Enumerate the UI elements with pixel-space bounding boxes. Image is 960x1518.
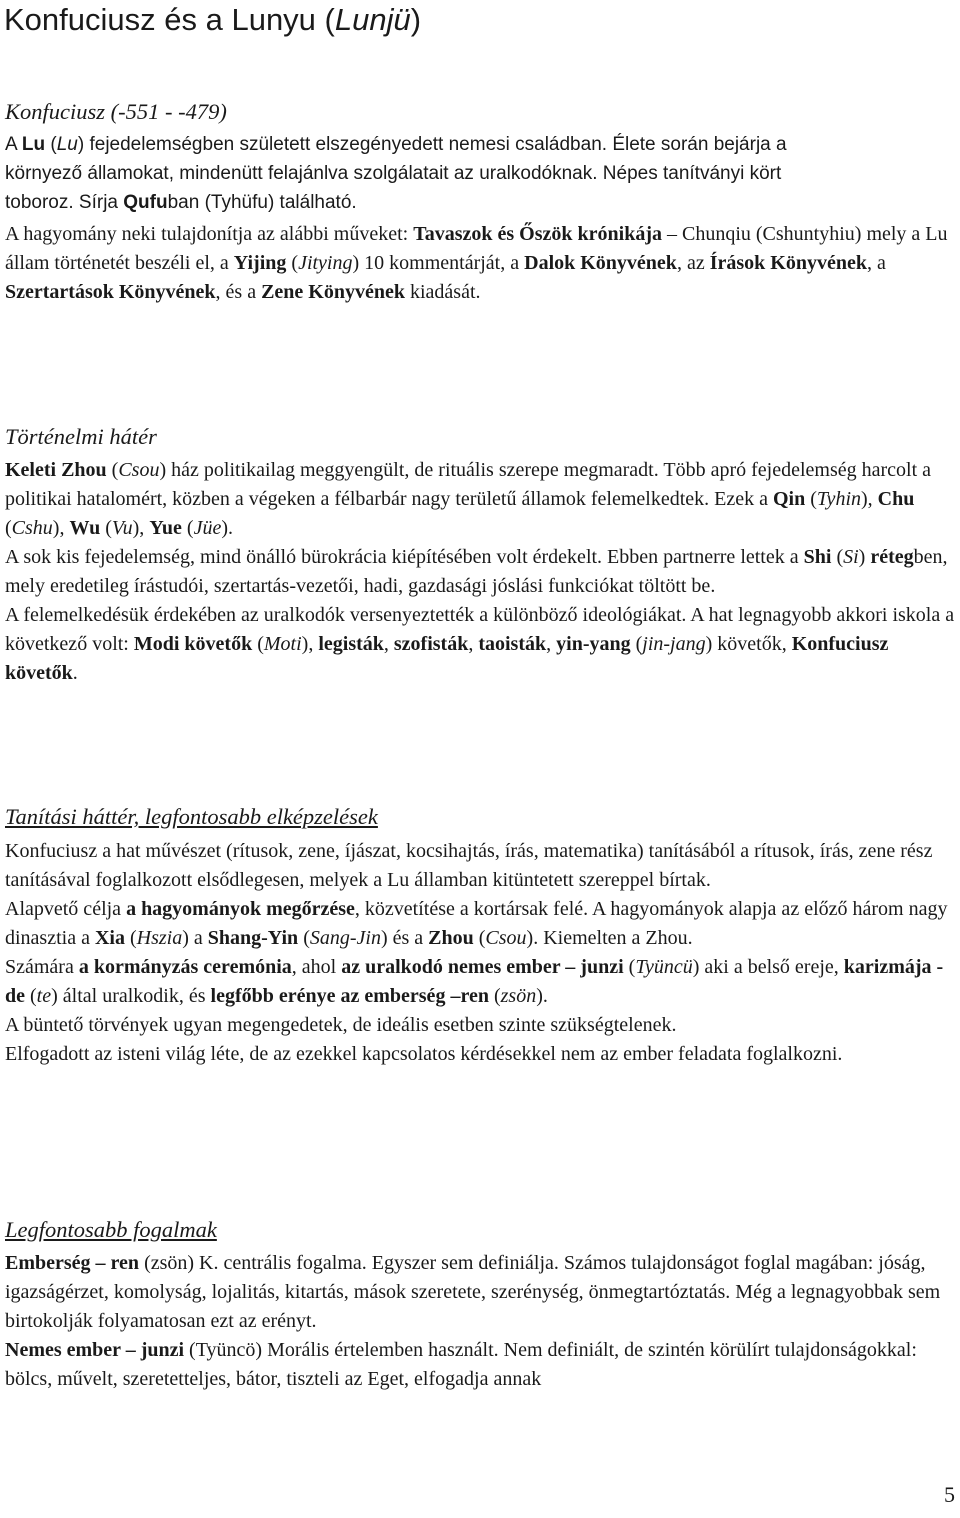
section-body [5, 837, 957, 1069]
paragraph-works: A hagyomány neki tulajdonítja az alábbi műveket: Tavaszok és Őszök krónikája – Chunqiu (Cshuntyhiu) mely a Lu állam történetét beszéli el, a Yijing (Jitying) 10 kommentárját, a Dalok Könyvének, az Írások Könyvének, a Szertartások Könyvének, és a Zene Könyvének kiadását. [5, 223, 948, 303]
paragraph: Konfuciusz a hat művészet (rítusok, zene, íjászat, kocsihajtás, írás, matematika) tanításából a rítusok, írás, zene rész tanításával foglalkozott elsődlegesen, melyek a Lu államban kitüntetett szereppel bírtak. [5, 840, 933, 891]
section-heading: Történelmi hátér [5, 424, 157, 449]
paragraph: Alapvető célja a hagyományok megőrzése, közvetítése a kortársak felé. A hagyományok alapja az előző három nagy dinasztia a Xia (Hszia) a Shang-Yin (Sang-Jin) és a Zhou (Csou). Kiemelten a Zhou. [5, 898, 948, 949]
paragraph: A büntető törvények ugyan megengedetek, de ideális esetben szinte szükségtelenek. [5, 1014, 677, 1036]
paragraph: A sok kis fejedelemség, mind önálló bürokrácia kiépítésében volt érdekelt. Ebben partnerre lettek a Shi (Si) rétegben, mely eredetileg írástudói, szertartás-vezetői, hadi, gazdasági jóslási funkciókat töltött be. [5, 546, 948, 597]
text-line: toboroz. Sírja Qufuban (Tyhüfu) található. [5, 192, 357, 213]
paragraph: Számára a kormányzás ceremónia, ahol az uralkodó nemes ember – junzi (Tyüncü) aki a belső ereje, karizmája - de (te) által uralkodik, és legfőbb erénye az emberség –ren (zsön). [5, 956, 944, 1007]
page-title: Konfuciusz és a Lunyu (Lunjü) [4, 2, 422, 37]
text-line: A Lu (Lu) fejedelemségben született elszegényedett nemesi családban. Élete során bejárja a [5, 134, 787, 155]
section-body [5, 456, 957, 688]
page-number: 5 [944, 1482, 955, 1507]
paragraph: A felemelkedésük érdekében az uralkodók versenyeztették a különböző ideológiákat. A hat legnagyobb akkori iskola a következő volt: Modi követők (Moti), legisták, szofisták, taoisták, yin-yang (jin-jang) követők, Konfuciusz követők. [5, 604, 955, 684]
section-legfontosabb-fogalmak [5, 1216, 957, 1394]
section-heading: Konfuciusz (-551 - -479) [5, 99, 227, 124]
paragraph: Emberség – ren (zsön) K. centrális fogalma. Egyszer sem definiálja. Számos tulajdonságot foglal magában: jóság, igazságérzet, komolyság, lojalitás, kitartás, mások szeretete, szerénység, önmegtartóztatás. Még a legnagyobbak sem birtokolják folyamatosan ezt az erényt. [5, 1252, 941, 1332]
section-body [5, 130, 957, 217]
paragraph: Nemes ember – junzi (Tyüncö) Morális értelemben használt. Nem definiált, de szintén körülírt tulajdonságokkal: bölcs, művelt, szeretetteljes, bátor, tiszteli az Eget, elfogadja annak [5, 1339, 917, 1390]
paragraph: Elfogadott az isteni világ léte, de az ezekkel kapcsolatos kérdésekkel nem az ember feladata foglalkozni. [5, 1043, 843, 1065]
section-tortenelmi-hatter [5, 423, 957, 688]
section-tanitasi-hatter [5, 803, 957, 1069]
text-line: környező államokat, mindenütt felajánlva szolgálatait az uralkodóknak. Népes tanítványi kört [5, 163, 782, 184]
section-heading: Tanítási háttér, legfontosabb elképzelések [5, 804, 378, 829]
section-konfuciusz [5, 98, 957, 217]
section-heading: Legfontosabb fogalmak [5, 1217, 217, 1242]
section-body [5, 1249, 957, 1394]
paragraph: Keleti Zhou (Csou) ház politikailag meggyengült, de rituális szerepe megmaradt. Több apró fejedelemség harcolt a politikai hatalomért, közben a végeken a félbarbár nagy területű államok felemelkedtek. Ezek a Qin (Tyhin), Chu (Cshu), Wu (Vu), Yue (Jüe). [5, 459, 932, 539]
